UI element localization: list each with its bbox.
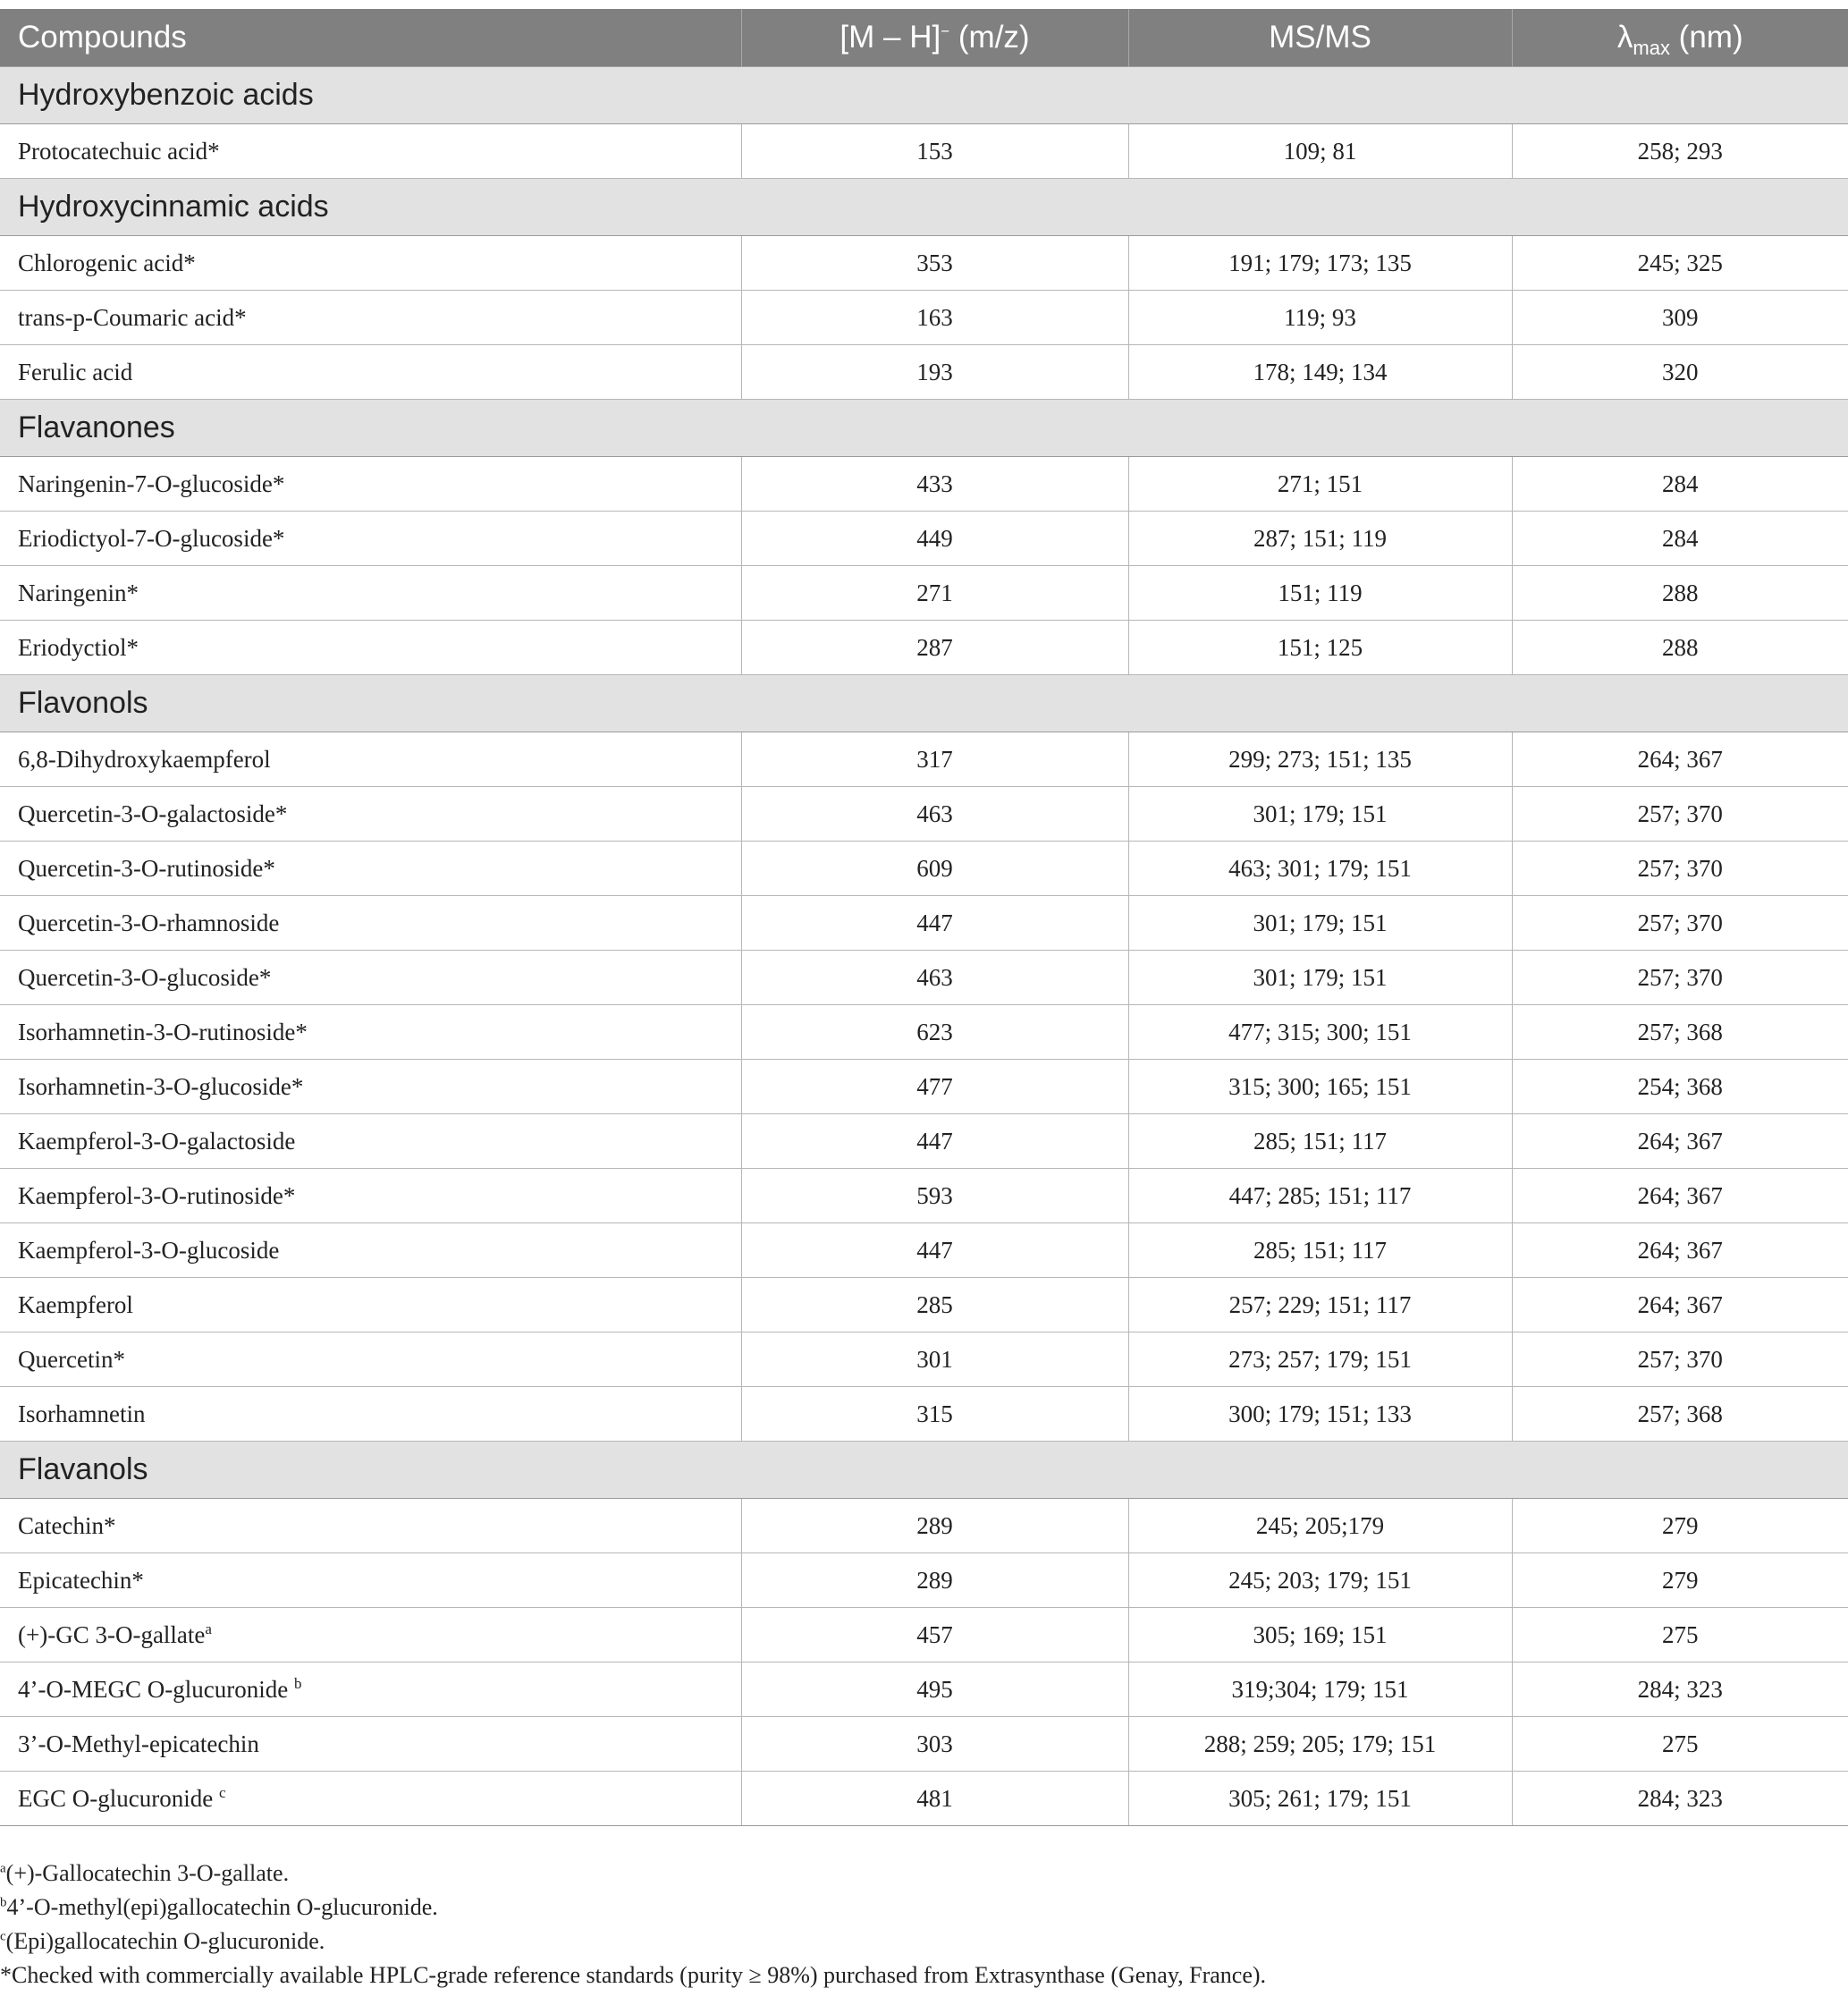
compound-cell: [0, 236, 741, 291]
lambda-cell: 288: [1512, 566, 1848, 621]
header-msms: MS/MS: [1128, 9, 1512, 67]
compound-cell: [0, 124, 741, 179]
compound-cell: [0, 1499, 741, 1553]
table-row: [0, 1223, 1848, 1278]
msms-cell: 245; 203; 179; 151: [1128, 1553, 1512, 1608]
lambda-cell: 257; 370: [1512, 1332, 1848, 1387]
msms-cell: 257; 229; 151; 117: [1128, 1278, 1512, 1332]
mass-cell: 463: [741, 787, 1128, 842]
table-row: [0, 1278, 1848, 1332]
msms-cell: 305; 169; 151: [1128, 1608, 1512, 1662]
compound-cell: [0, 291, 741, 345]
compound-cell: [0, 1114, 741, 1169]
section-row: [0, 400, 1848, 457]
compound-cell: [0, 896, 741, 951]
footnote: [0, 1891, 1848, 1925]
mass-cell: 303: [741, 1717, 1128, 1772]
lambda-cell: 275: [1512, 1608, 1848, 1662]
mass-cell: 593: [741, 1169, 1128, 1223]
msms-cell: 151; 125: [1128, 621, 1512, 675]
table-row: [0, 732, 1848, 787]
compound-name: 4’-O-MEGC O-glucuronide: [18, 1675, 294, 1703]
compound-name: Catechin*: [18, 1511, 116, 1539]
section-row: [0, 179, 1848, 236]
table-row: [0, 566, 1848, 621]
table-row: [0, 512, 1848, 566]
msms-cell: 285; 151; 117: [1128, 1223, 1512, 1278]
compound-name: Ferulic acid: [18, 358, 133, 385]
compound-name: Kaempferol-3-O-galactoside: [18, 1127, 296, 1155]
msms-cell: 287; 151; 119: [1128, 512, 1512, 566]
table-row: [0, 1608, 1848, 1662]
msms-cell: 447; 285; 151; 117: [1128, 1169, 1512, 1223]
section-title: Flavonols: [0, 675, 1848, 732]
mass-cell: 463: [741, 951, 1128, 1005]
table-row: [0, 621, 1848, 675]
mass-cell: 609: [741, 842, 1128, 896]
footnote-marker: c: [218, 1783, 226, 1801]
table-row: [0, 896, 1848, 951]
compound-cell: [0, 1608, 741, 1662]
lambda-cell: 257; 370: [1512, 787, 1848, 842]
lambda-cell: 257; 368: [1512, 1005, 1848, 1060]
mass-cell: 317: [741, 732, 1128, 787]
footnote: [0, 1857, 1848, 1891]
footnote-marker: a: [205, 1620, 212, 1637]
table-row: [0, 124, 1848, 179]
compound-name: Quercetin-3-O-glucoside*: [18, 963, 272, 991]
header-compounds: Compounds: [0, 9, 741, 67]
table-row: [0, 1772, 1848, 1826]
msms-cell: 315; 300; 165; 151: [1128, 1060, 1512, 1114]
header-mass-suffix: (m/z): [949, 20, 1030, 55]
footnote-mark: a: [0, 1861, 6, 1876]
compound-name: EGC O-glucuronide: [18, 1784, 219, 1812]
msms-cell: 301; 179; 151: [1128, 896, 1512, 951]
msms-cell: 319;304; 179; 151: [1128, 1662, 1512, 1717]
mass-cell: 287: [741, 621, 1128, 675]
mass-cell: 447: [741, 1223, 1128, 1278]
mass-cell: 481: [741, 1772, 1128, 1826]
compound-name: Isorhamnetin-3-O-glucoside*: [18, 1072, 304, 1100]
lambda-cell: 264; 367: [1512, 1223, 1848, 1278]
compound-name: Naringenin*: [18, 579, 139, 606]
lambda-cell: 264; 367: [1512, 1114, 1848, 1169]
table-row: [0, 1005, 1848, 1060]
compound-name: Quercetin-3-O-galactoside*: [18, 799, 288, 827]
mass-cell: 153: [741, 124, 1128, 179]
footnote: [0, 1958, 1848, 1992]
compound-name: Kaempferol-3-O-rutinoside*: [18, 1181, 296, 1209]
mass-cell: 301: [741, 1332, 1128, 1387]
lambda-cell: 254; 368: [1512, 1060, 1848, 1114]
mass-cell: 193: [741, 345, 1128, 400]
footnotes: [0, 1857, 1848, 1992]
msms-cell: 245; 205;179: [1128, 1499, 1512, 1553]
compound-name: 6,8-Dihydroxykaempferol: [18, 745, 271, 773]
header-mass-charge: −: [941, 22, 950, 40]
table-row: [0, 236, 1848, 291]
compound-cell: [0, 787, 741, 842]
header-lambda-symbol: λ: [1616, 20, 1633, 55]
msms-cell: 285; 151; 117: [1128, 1114, 1512, 1169]
table-row: [0, 1553, 1848, 1608]
footnote-text: *Checked with commercially available HPLC-grade reference standards (purity ≥ 98%) purchased from Extrasynthase (Genay, France).: [0, 1962, 1267, 1988]
compound-name: (+)-GC 3-O-gallate: [18, 1620, 206, 1648]
mass-cell: 623: [741, 1005, 1128, 1060]
msms-cell: 151; 119: [1128, 566, 1512, 621]
compound-cell: [0, 1278, 741, 1332]
table-header-row: [0, 9, 1848, 67]
section-row: [0, 675, 1848, 732]
lambda-cell: 288: [1512, 621, 1848, 675]
lambda-cell: 279: [1512, 1499, 1848, 1553]
compound-name: Isorhamnetin-3-O-rutinoside*: [18, 1018, 308, 1045]
lambda-cell: 275: [1512, 1717, 1848, 1772]
section-row: [0, 67, 1848, 124]
compound-name: Quercetin*: [18, 1345, 125, 1373]
table-row: [0, 951, 1848, 1005]
lambda-cell: 320: [1512, 345, 1848, 400]
compound-name: Kaempferol: [18, 1290, 133, 1318]
mass-cell: 447: [741, 1114, 1128, 1169]
compound-cell: [0, 1169, 741, 1223]
mass-cell: 433: [741, 457, 1128, 512]
compound-name: Eriodyctiol*: [18, 633, 139, 661]
compound-cell: [0, 1662, 741, 1717]
lambda-cell: 284: [1512, 457, 1848, 512]
compound-cell: [0, 621, 741, 675]
msms-cell: 288; 259; 205; 179; 151: [1128, 1717, 1512, 1772]
compound-name: Protocatechuic acid*: [18, 137, 220, 165]
table-row: [0, 1060, 1848, 1114]
lambda-cell: 264; 367: [1512, 1278, 1848, 1332]
mass-cell: 163: [741, 291, 1128, 345]
mass-cell: 289: [741, 1499, 1128, 1553]
table-row: [0, 842, 1848, 896]
header-mass-prefix: [M – H]: [840, 20, 941, 55]
lambda-cell: 284; 323: [1512, 1662, 1848, 1717]
msms-cell: 463; 301; 179; 151: [1128, 842, 1512, 896]
compound-name: Isorhamnetin: [18, 1400, 146, 1427]
compound-name: Naringenin-7-O-glucoside*: [18, 470, 285, 497]
lambda-cell: 245; 325: [1512, 236, 1848, 291]
compound-name: Kaempferol-3-O-glucoside: [18, 1236, 280, 1264]
msms-cell: 477; 315; 300; 151: [1128, 1005, 1512, 1060]
table-row: [0, 1387, 1848, 1442]
compound-cell: [0, 457, 741, 512]
footnote-text: 4’-O-methyl(epi)gallocatechin O-glucuronide.: [6, 1894, 438, 1920]
lambda-cell: 284; 323: [1512, 1772, 1848, 1826]
footnote-mark: c: [0, 1929, 6, 1944]
lambda-cell: 279: [1512, 1553, 1848, 1608]
msms-cell: 299; 273; 151; 135: [1128, 732, 1512, 787]
msms-cell: 305; 261; 179; 151: [1128, 1772, 1512, 1826]
compound-name: trans-p-Coumaric acid*: [18, 303, 247, 331]
lambda-cell: 257; 370: [1512, 842, 1848, 896]
mass-cell: 289: [741, 1553, 1128, 1608]
compounds-table-container: [0, 9, 1848, 1826]
lambda-cell: 309: [1512, 291, 1848, 345]
table-row: [0, 1499, 1848, 1553]
compound-name: Chlorogenic acid*: [18, 249, 196, 276]
compound-cell: [0, 1005, 741, 1060]
header-lambda: [1512, 9, 1848, 67]
msms-cell: 300; 179; 151; 133: [1128, 1387, 1512, 1442]
msms-cell: 301; 179; 151: [1128, 951, 1512, 1005]
mass-cell: 315: [741, 1387, 1128, 1442]
section-title: Hydroxycinnamic acids: [0, 179, 1848, 236]
table-row: [0, 1662, 1848, 1717]
compound-cell: [0, 1772, 741, 1826]
table-row: [0, 291, 1848, 345]
compound-cell: [0, 951, 741, 1005]
lambda-cell: 257; 368: [1512, 1387, 1848, 1442]
lambda-cell: 257; 370: [1512, 951, 1848, 1005]
msms-cell: 271; 151: [1128, 457, 1512, 512]
table-row: [0, 1114, 1848, 1169]
table-row: [0, 787, 1848, 842]
compound-name: Quercetin-3-O-rutinoside*: [18, 854, 275, 882]
compound-cell: [0, 1223, 741, 1278]
lambda-cell: 284: [1512, 512, 1848, 566]
table-row: [0, 345, 1848, 400]
msms-cell: 191; 179; 173; 135: [1128, 236, 1512, 291]
compound-cell: [0, 512, 741, 566]
msms-cell: 109; 81: [1128, 124, 1512, 179]
lambda-cell: 264; 367: [1512, 732, 1848, 787]
msms-cell: 273; 257; 179; 151: [1128, 1332, 1512, 1387]
section-title: Flavanones: [0, 400, 1848, 457]
compounds-table: [0, 9, 1848, 1826]
compound-cell: [0, 1717, 741, 1772]
msms-cell: 301; 179; 151: [1128, 787, 1512, 842]
table-row: [0, 1169, 1848, 1223]
footnote-marker: b: [293, 1674, 302, 1692]
lambda-cell: 257; 370: [1512, 896, 1848, 951]
section-row: [0, 1442, 1848, 1499]
compound-cell: [0, 566, 741, 621]
compound-cell: [0, 842, 741, 896]
mass-cell: 457: [741, 1608, 1128, 1662]
compound-cell: [0, 345, 741, 400]
table-row: [0, 1332, 1848, 1387]
header-mass: [741, 9, 1128, 67]
footnote: [0, 1925, 1848, 1958]
mass-cell: 495: [741, 1662, 1128, 1717]
mass-cell: 271: [741, 566, 1128, 621]
footnote-text: (+)-Gallocatechin 3-O-gallate.: [5, 1860, 290, 1886]
mass-cell: 449: [741, 512, 1128, 566]
header-lambda-unit: (nm): [1669, 20, 1743, 55]
compound-name: Quercetin-3-O-rhamnoside: [18, 909, 280, 936]
footnote-mark: b: [0, 1895, 7, 1910]
compound-cell: [0, 1332, 741, 1387]
lambda-cell: 264; 367: [1512, 1169, 1848, 1223]
table-row: [0, 1717, 1848, 1772]
compound-name: Eriodictyol-7-O-glucoside*: [18, 524, 285, 552]
compound-cell: [0, 1553, 741, 1608]
section-title: Flavanols: [0, 1442, 1848, 1499]
header-lambda-sub: max: [1633, 37, 1670, 59]
table-row: [0, 457, 1848, 512]
msms-cell: 178; 149; 134: [1128, 345, 1512, 400]
mass-cell: 447: [741, 896, 1128, 951]
compound-name: Epicatechin*: [18, 1566, 144, 1594]
compound-cell: [0, 1060, 741, 1114]
compound-cell: [0, 1387, 741, 1442]
mass-cell: 477: [741, 1060, 1128, 1114]
table-body: [0, 67, 1848, 1826]
compound-cell: [0, 732, 741, 787]
msms-cell: 119; 93: [1128, 291, 1512, 345]
lambda-cell: 258; 293: [1512, 124, 1848, 179]
compound-name: 3’-O-Methyl-epicatechin: [18, 1730, 259, 1757]
mass-cell: 285: [741, 1278, 1128, 1332]
section-title: Hydroxybenzoic acids: [0, 67, 1848, 124]
footnote-text: (Epi)gallocatechin O-glucuronide.: [5, 1928, 325, 1954]
mass-cell: 353: [741, 236, 1128, 291]
